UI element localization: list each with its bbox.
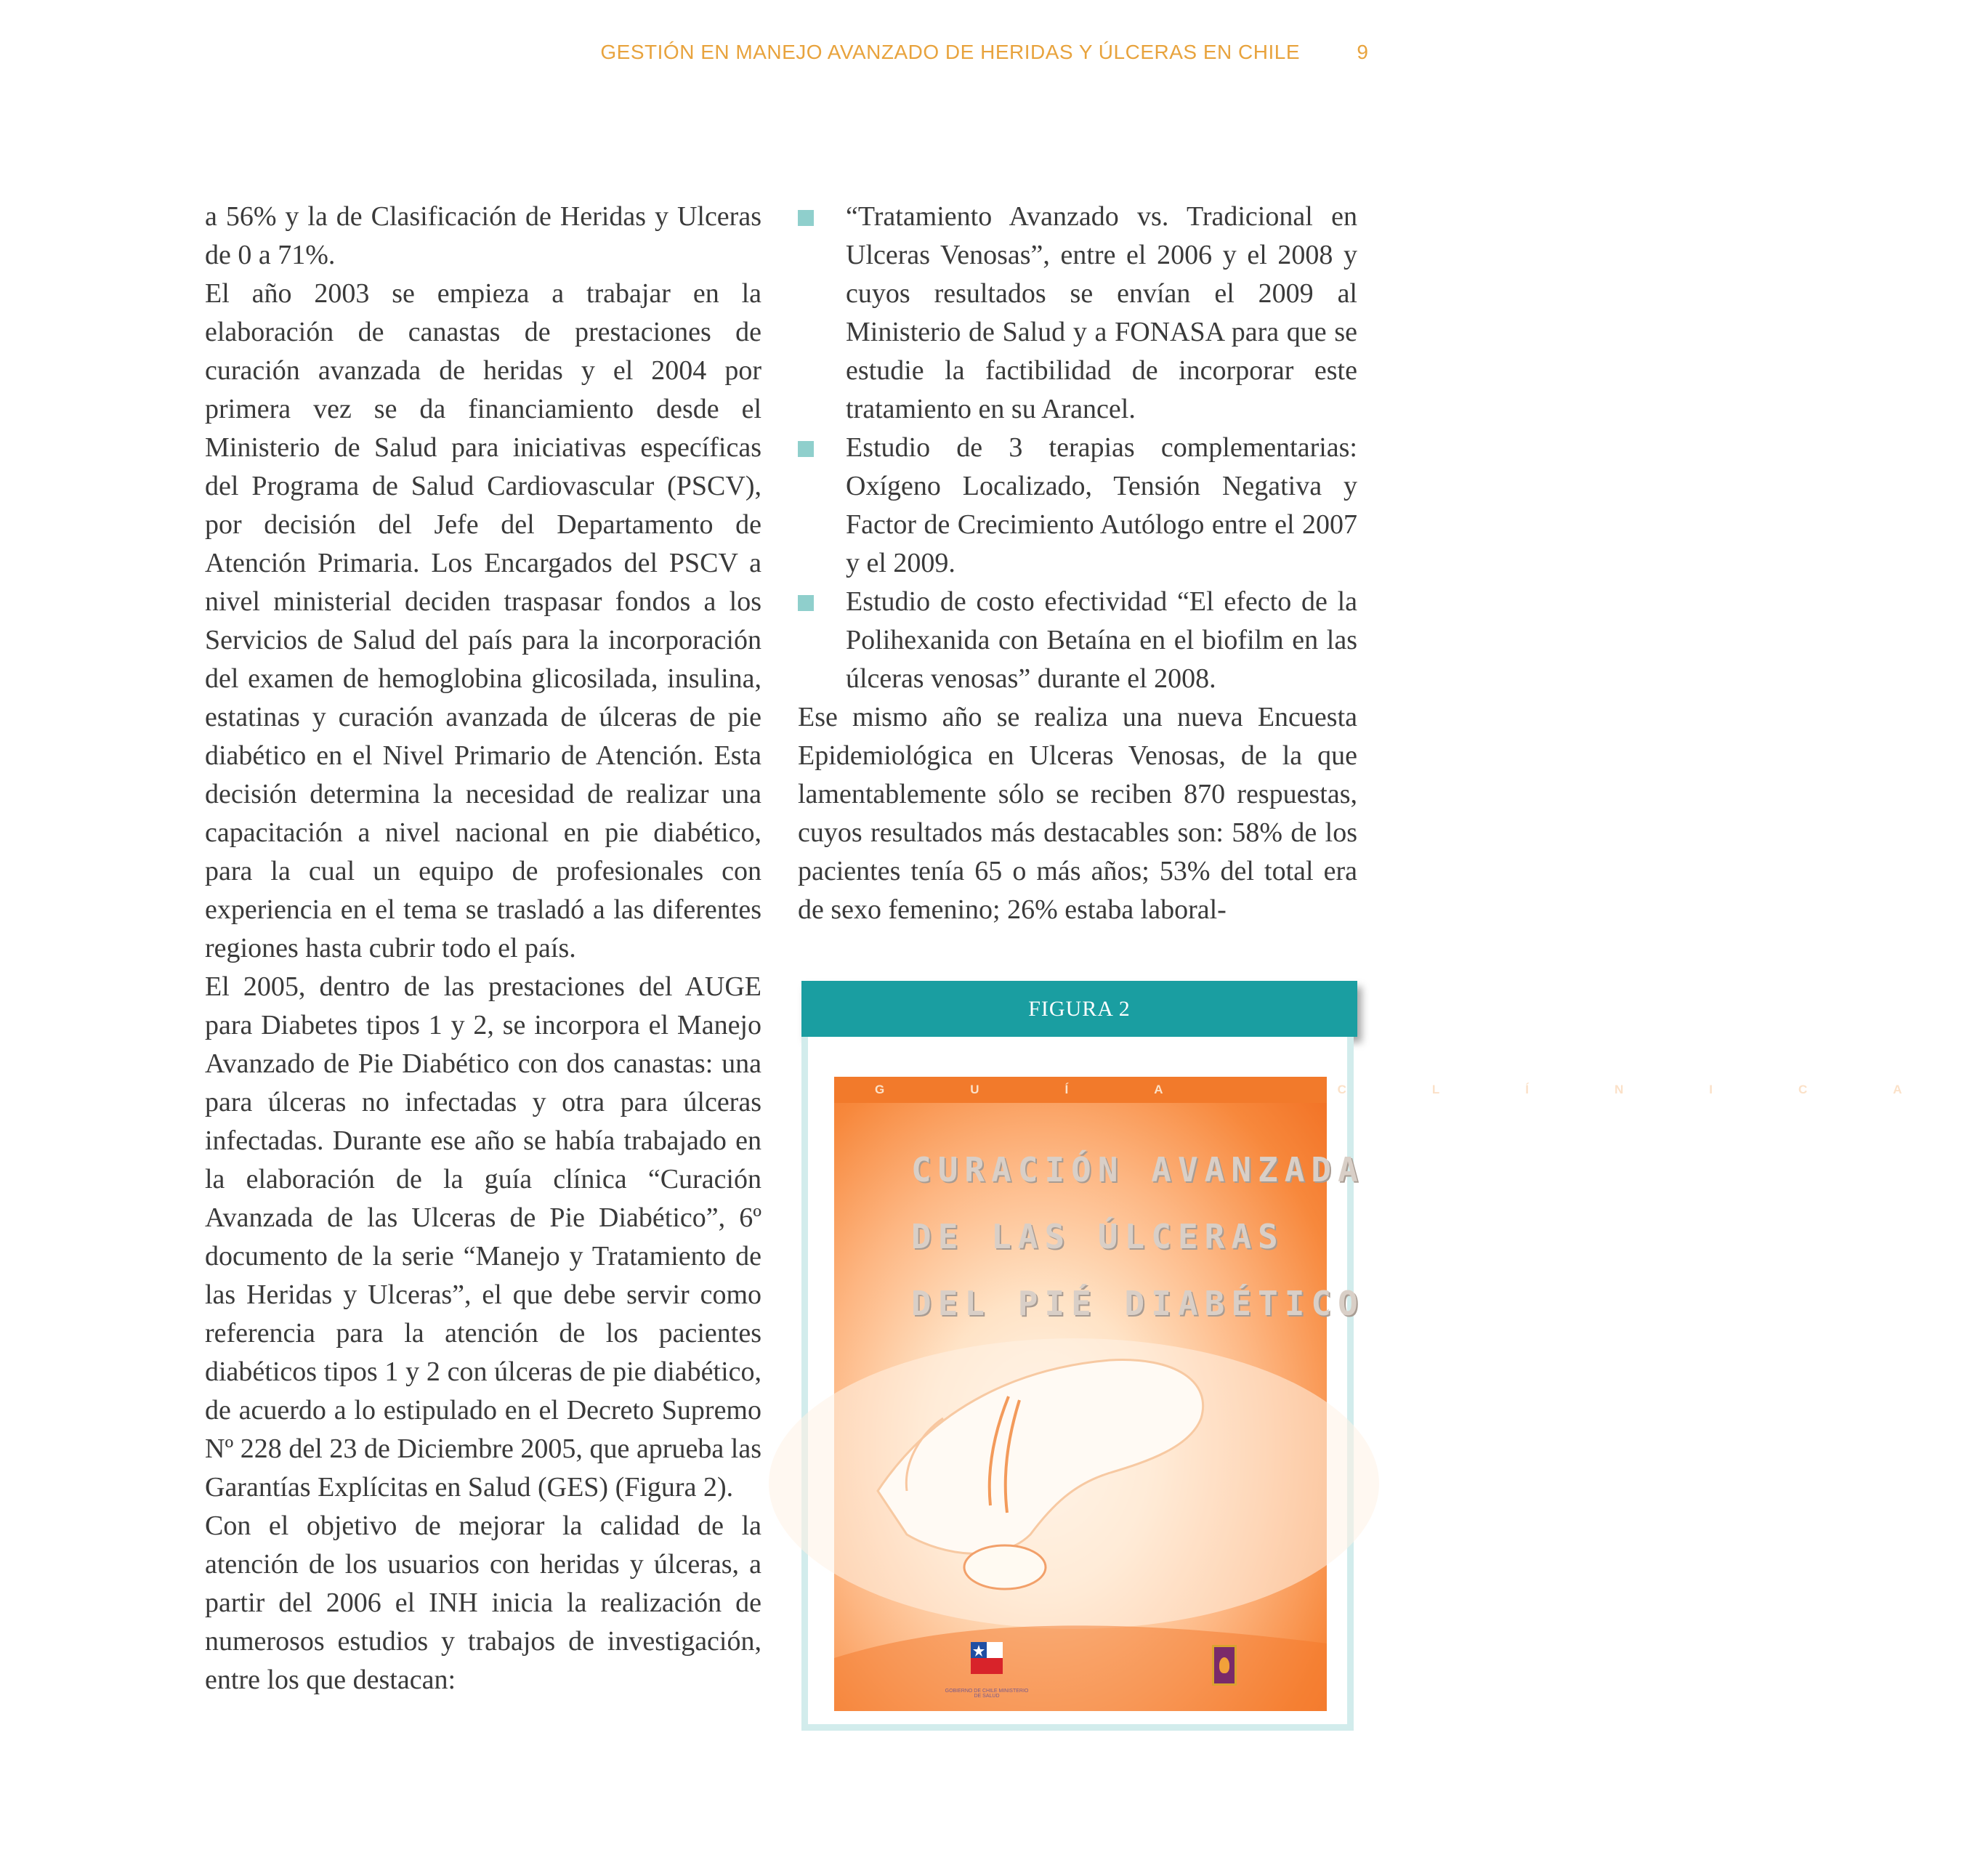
- cover-title-line: DEL PIÉ DIABÉTICO: [911, 1284, 1365, 1323]
- list-item: [798, 583, 1357, 698]
- paragraph: a 56% y la de Clasificación de Heridas y Ulceras de 0 a 71%.: [205, 201, 761, 270]
- paragraph: El 2005, dentro de las prestaciones del AUGE para Diabetes tipos 1 y 2, se incorpora el Manejo Avanzado de Pie Diabético con dos canastas: una para úlceras no infectadas y otra para úlceras infectadas. Durante ese año se había trabajado en la elaboración de la guía clínica “Curación Avanzada de las Ulceras de Pie Diabético”, 6º documento de la serie “Manejo y Tratamiento de las Heridas y Ulceras”, el que debe servir como referencia para la atención de los pacientes diabéticos tipos 1 y 2 con úlceras de pie diabético, de acuerdo a lo estipulado en el Decreto Supremo Nº 228 del 23 de Diciembre 2005, que aprueba las Garantías Explícitas en Salud (GES) (Figura 2).: [205, 971, 761, 1503]
- publisher-caption: GOBIERNO DE CHILE MINISTERIO DE SALUD: [945, 1689, 1029, 1699]
- left-column: [205, 198, 761, 1699]
- list-item: [798, 429, 1357, 583]
- cover-title-line: DE LAS ÚLCERAS: [911, 1217, 1285, 1256]
- square-bullet-icon: [798, 441, 814, 457]
- paragraph: El año 2003 se empieza a trabajar en la elaboración de canastas de prestaciones de curación avanzada de heridas y el 2004 por primera vez se da financiamiento desde el Ministerio de Salud para iniciativas específicas del Programa de Salud Cardiovascular (PSCV), por decisión del Jefe del Departamento de Atención Primaria. Los Encargados del PSCV a nivel ministerial deciden traspasar fondos a los Servicios de Salud del país para la incorporación del examen de hemoglobina glicosilada, insulina, estatinas y curación avanzada de úlceras de pie diabético en el Nivel Primario de Atención. Esta decisión determina la necesidad de realizar una capacitación a nivel nacional en pie diabético, para la cual un equipo de profesionales con experiencia en el tema se trasladó a las diferentes regiones hasta cubrir todo el país.: [205, 278, 761, 963]
- study-list: [798, 198, 1357, 698]
- paragraph: Con el objetivo de mejorar la calidad de la atención de los usuarios con heridas y úlceras, a partir del 2006 el INH inicia la realización de numerosos estudios y trabajos de investigación, entre los que destacan:: [205, 1511, 761, 1695]
- page-number: 9: [1357, 41, 1368, 63]
- right-column: [798, 198, 1357, 929]
- list-item-text: “Tratamiento Avanzado vs. Tradicional en Ulceras Venosas”, entre el 2006 y el 2008 y cuyos resultados se envían el 2009 al Ministerio de Salud y a FONASA para que se estudie la factibilidad de incorporar este tratamiento en su Arancel.: [846, 201, 1357, 424]
- figure-label: FIGURA 2: [801, 981, 1357, 1037]
- figure-frame: [801, 1037, 1988, 1731]
- institution-badge-icon: [1212, 1645, 1237, 1686]
- government-logo: [958, 1638, 1016, 1689]
- cover-title: [911, 1136, 1365, 1337]
- list-item-text: Estudio de 3 terapias complementarias: Oxígeno Localizado, Tensión Negativa y Factor de Crecimiento Autólogo entre el 2007 y el 2009.: [846, 432, 1357, 578]
- square-bullet-icon: [798, 210, 814, 226]
- hand-illustration: [834, 1317, 1327, 1711]
- list-item-text: Estudio de costo efectividad “El efecto de la Polihexanida con Betaína en el biofilm en las úlceras venosas” durante el 2008.: [846, 586, 1357, 694]
- guide-cover-image: [834, 1077, 1988, 1711]
- figure-2: [801, 981, 1988, 1733]
- cover-title-line: CURACIÓN AVANZADA: [911, 1150, 1365, 1189]
- list-item: [798, 198, 1357, 429]
- paragraph: Ese mismo año se realiza una nueva Encuesta Epidemiológica en Ulceras Venosas, de la que lamentablemente sólo se reciben 870 respuestas, cuyos resultados más destacables son: 58% de los pacientes tenía 65 o más años; 53% del total era de sexo femenino; 26% estaba laboral-: [798, 702, 1357, 925]
- running-title: GESTIÓN EN MANEJO AVANZADO DE HERIDAS Y ÚLCERAS EN CHILE: [600, 41, 1300, 63]
- running-header: [0, 41, 1454, 70]
- square-bullet-icon: [798, 595, 814, 611]
- cover-series-label: GUÍA CLÍNICA: [834, 1077, 1327, 1103]
